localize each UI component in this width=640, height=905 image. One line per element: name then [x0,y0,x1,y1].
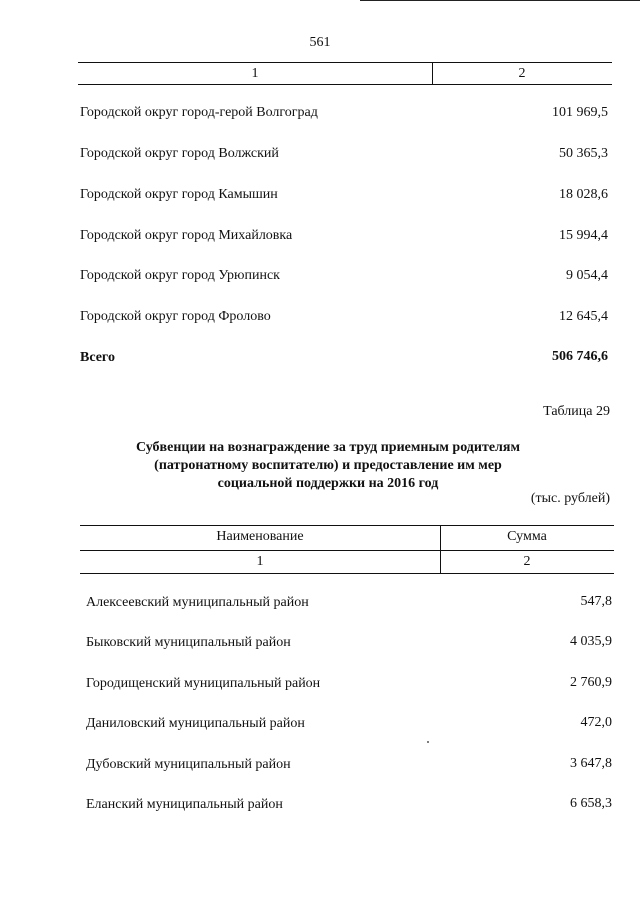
scan-edge-line [360,0,640,1]
table2-top-rule [80,525,614,526]
table1-col-header-2: 2 [518,66,526,81]
table-title-line-1: Субвенции на вознаграждение за труд приемным родителям [135,440,521,455]
table1-header-rule [78,84,612,85]
table2-header-sum: Сумма [507,529,547,544]
table2-row-name: Алексеевский муниципальный район [86,595,309,610]
table2-row-value: 547,8 [580,594,612,609]
table1-row-value: 15 994,4 [559,228,608,243]
table1-row-value: 50 365,3 [559,146,608,161]
table1-row-name: Городской округ город Фролово [80,309,271,324]
table1-total-value: 506 746,6 [552,349,608,364]
table2-col-number-2: 2 [523,554,531,569]
table2-row-name: Быковский муниципальный район [86,635,291,650]
table1-row-name: Городской округ город-герой Волгоград [80,105,318,120]
table-label: Таблица 29 [543,404,610,419]
table2-colnum-rule [80,573,614,574]
table1-col-header-1: 1 [251,66,259,81]
units-label: (тыс. рублей) [530,491,610,506]
table1-row-name: Городской округ город Михайловка [80,228,293,243]
table1-row-value: 12 645,4 [559,309,608,324]
scan-speck [427,741,429,743]
page-number: 561 [309,35,331,50]
table2-row-value: 4 035,9 [570,634,612,649]
table1-row-name: Городской округ город Урюпинск [80,268,280,283]
table-title-line-3: социальной поддержки на 2016 год [217,476,439,491]
table1-top-rule [78,62,612,63]
table2-row-name: Даниловский муниципальный район [86,716,305,731]
table1-row-name: Городской округ город Камышин [80,187,278,202]
table1-row-name: Городской округ город Волжский [80,146,279,161]
table1-row-value: 101 969,5 [552,105,608,120]
table2-header-rule [80,550,614,551]
table-title-line-2: (патронатному воспитателю) и предоставление им мер [154,458,502,473]
table1-total-label: Всего [80,350,115,365]
table2-header-name: Наименование [216,529,304,544]
table2-row-name: Городищенский муниципальный район [86,676,321,691]
table2-row-value: 2 760,9 [570,675,612,690]
table2-col-number-1: 1 [256,554,264,569]
table2-row-value: 3 647,8 [570,756,612,771]
table2-row-name: Еланский муниципальный район [86,797,283,812]
table2-row-value: 6 658,3 [570,796,612,811]
table1-row-value: 9 054,4 [566,268,608,283]
table2-row-name: Дубовский муниципальный район [86,757,291,772]
table1-row-value: 18 028,6 [559,187,608,202]
table2-row-value: 472,0 [580,715,612,730]
